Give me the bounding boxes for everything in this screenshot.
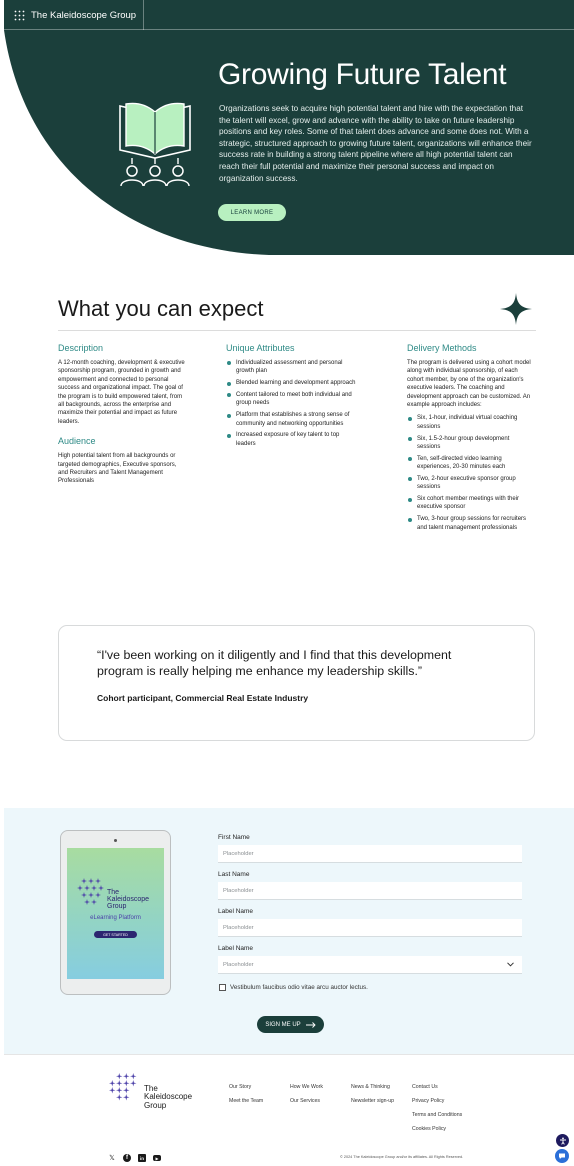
arrow-right-icon [306, 1022, 316, 1028]
chevron-down-icon [507, 962, 514, 967]
delivery-heading: Delivery Methods [407, 343, 477, 353]
youtube-icon[interactable]: ▶ [153, 1155, 161, 1161]
delivery-intro: The program is delivered using a cohort model along with individual sponsorship, of each cohort member, by one of the organization's executive leaders. The coaching and development approach can be customized. An example approach includes: [407, 360, 531, 409]
field-label: First Name [218, 834, 250, 841]
sign-me-up-button[interactable] [257, 1016, 324, 1033]
testimonial-quote: “I've been working on it diligently and I find that this development program is really helping me enhance my leadership skills.” [97, 648, 452, 678]
tablet-platform-label: eLearning Platform [90, 915, 141, 921]
logo-text: The Kaleidoscope Group [31, 9, 137, 21]
tablet-get-started-button: GET STARTED [94, 931, 137, 938]
field-label: Label Name [218, 945, 254, 952]
field-label: Label Name [218, 908, 254, 915]
footer-link-our-story[interactable]: Our Story [229, 1084, 252, 1090]
grid-logo-icon [14, 10, 25, 21]
hero-body: Organizations seek to acquire high potential talent and hire with the expectation that the talent will excel, grow and advance with the ability to take on future leadership positions and key roles. Some of that talent does advance and some does not. With a strategic, structured approach to growing future talent, organizations will enhance their success rate in building a strong talent pipeline where all high potential talent can reach their full potential and maximize their personal success and impact on organization success. [219, 104, 532, 183]
linkedin-icon[interactable]: in [140, 1155, 144, 1161]
footer-link-meet-team[interactable]: Meet the Team [229, 1098, 264, 1104]
footer-link-terms[interactable]: Terms and Conditions [412, 1112, 463, 1118]
footer-link-our-services[interactable]: Our Services [290, 1098, 320, 1104]
sparkle-star-icon [500, 293, 532, 325]
label-name-input[interactable]: Placeholder [218, 919, 522, 937]
chat-button[interactable] [555, 1149, 569, 1163]
accessibility-button[interactable] [556, 1134, 569, 1147]
footer-brand-line2: Kaleidoscope [144, 1092, 193, 1102]
label-name-select[interactable] [218, 956, 522, 974]
hero-title: Growing Future Talent [218, 58, 507, 91]
expect-title: What you can expect [58, 296, 264, 321]
testimonial-card [58, 625, 535, 741]
list-item: Content tailored to meet both individual and group needs [226, 391, 360, 408]
footer-link-news[interactable]: News & Thinking [351, 1084, 390, 1090]
unique-list [226, 359, 360, 448]
book-people-icon [110, 100, 200, 190]
audience-heading: Audience [58, 436, 96, 447]
consent-checkbox[interactable] [219, 984, 226, 991]
list-item: Increased exposure of key talent to top leaders [226, 431, 360, 448]
last-name-input[interactable]: Placeholder [218, 882, 522, 900]
footer-brand-line1: The [144, 1084, 158, 1093]
list-item: Six cohort member meetings with their executive sponsor [407, 495, 533, 512]
footer-link-contact[interactable]: Contact Us [412, 1084, 438, 1090]
unique-attributes-column [226, 343, 360, 452]
footer-col-1 [229, 1084, 263, 1104]
footer-divider [4, 1054, 574, 1055]
footer-col-4 [412, 1084, 462, 1132]
footer-brand [144, 1085, 192, 1110]
social-links [108, 1154, 161, 1162]
footer-brand-line3: Group [144, 1100, 167, 1110]
delivery-list [407, 414, 533, 532]
accessibility-icon [559, 1137, 567, 1145]
learn-more-button[interactable]: LEARN MORE [218, 204, 286, 221]
footer-link-cookies[interactable]: Cookies Policy [412, 1126, 447, 1132]
footer-link-privacy[interactable]: Privacy Policy [412, 1098, 445, 1104]
tablet-brand-line3: Group [107, 903, 127, 911]
testimonial-author: Cohort participant, Commercial Real Estate Industry [97, 693, 309, 703]
tablet-brand [107, 889, 149, 911]
copyright-text: © 2024 The Kaleidoscope Group and/or its affiliates. All Rights Reserved. [340, 1155, 464, 1159]
list-item: Ten, self-directed video learning experiences, 20-30 minutes each [407, 455, 533, 472]
list-item: Two, 2-hour executive sponsor group sessions [407, 475, 533, 492]
x-icon[interactable]: 𝕏 [109, 1155, 115, 1162]
field-label: Last Name [218, 871, 250, 878]
unique-heading: Unique Attributes [226, 343, 295, 353]
divider [58, 330, 536, 331]
description-column [58, 343, 188, 486]
list-item: Six, 1.5-2-hour group development sessions [407, 435, 533, 452]
sign-me-up-label: SIGN ME UP [265, 1021, 301, 1028]
first-name-input[interactable]: Placeholder [218, 845, 522, 863]
footer-logo-icon [108, 1073, 142, 1105]
select-value: Placeholder [223, 961, 254, 968]
consent-checkbox-label: Vestibulum faucibus odio vitae arcu auctor lectus. [230, 984, 368, 991]
signup-form [218, 834, 522, 974]
tablet-brand-line2: Kaleidoscope [107, 896, 150, 904]
footer-link-newsletter[interactable]: Newsletter sign-up [351, 1098, 394, 1104]
facebook-icon[interactable]: f [123, 1154, 131, 1162]
list-item: Six, 1-hour, individual virtual coaching sessions [407, 414, 533, 431]
delivery-methods-column [407, 343, 533, 536]
list-item: Individualized assessment and personal growth plan [226, 359, 360, 376]
tablet-mockup [60, 830, 171, 995]
tablet-screen [67, 848, 164, 979]
footer-link-how-we-work[interactable]: How We Work [290, 1084, 323, 1090]
audience-text: High potential talent from all backgrounds or targeted demographics, Executive sponsors, and Recruiters and Talent Management Professionals [58, 453, 177, 485]
kaleidoscope-sparkle-logo-icon [76, 878, 106, 906]
footer-col-3 [351, 1084, 394, 1104]
tablet-brand-line1: The [107, 889, 120, 896]
description-text: A 12-month coaching, development & executive sponsorship program, grounded in growth and empowerment and connected to personal success and organizational impact. The goal of the program is to build empowered talent, from all backgrounds, across the enterprise and maximize their potential and impact as future leaders. [58, 360, 185, 425]
site-logo[interactable] [4, 0, 144, 30]
chat-icon [558, 1152, 566, 1160]
camera-dot [114, 839, 117, 842]
footer-col-2 [290, 1084, 323, 1104]
list-item: Two, 3-hour group sessions for recruiters and talent management professionals [407, 515, 533, 532]
list-item: Blended learning and development approach [226, 379, 360, 387]
list-item: Platform that establishes a strong sense of community and networking opportunities [226, 411, 360, 428]
description-heading: Description [58, 343, 104, 353]
